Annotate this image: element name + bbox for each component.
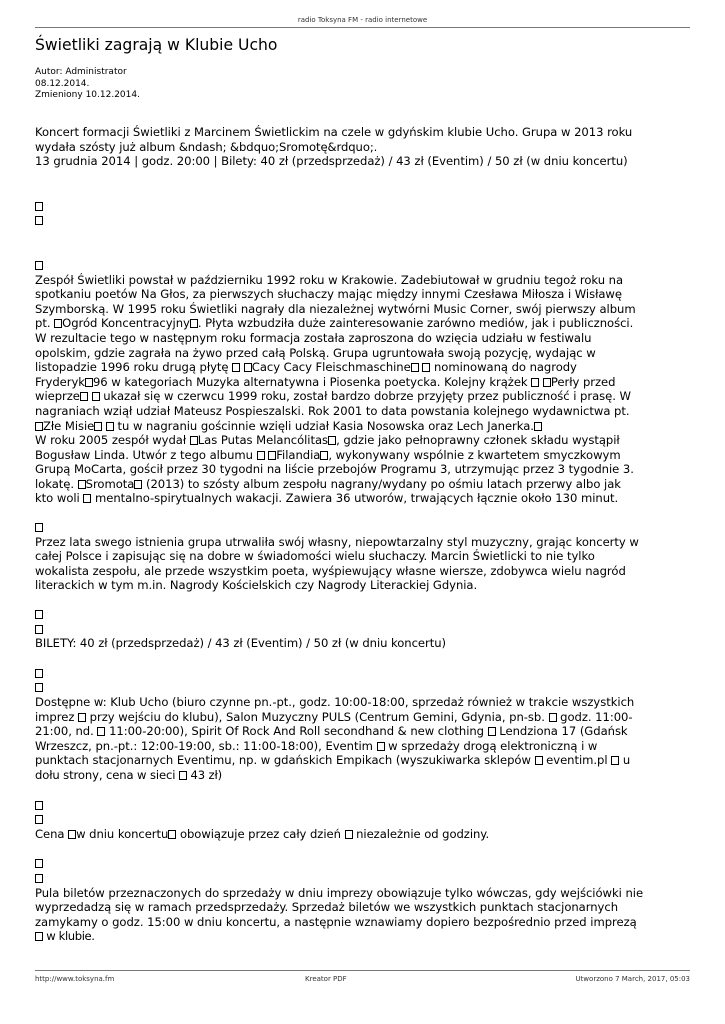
missing-glyph-icon: [179, 771, 187, 780]
text-line: opolskim, gdzie zagrała na żywo przed całą Polską. Grupa ugruntowała swoją pozycję, wydając w: [35, 345, 596, 360]
missing-glyph-icon: [531, 378, 539, 387]
text-line: Fryderyk 96 w kategoriach Muzyka alternatywna i Piosenka poetycka. Kolejny krążek Perły przed: [35, 374, 616, 389]
text-line: dołu strony, cena w sieci 43 zł): [35, 767, 223, 782]
missing-glyph-icon: [35, 622, 695, 637]
footer-created: Utworzono 7 March, 2017, 05:03: [575, 975, 690, 983]
missing-glyph-icon: [68, 830, 76, 839]
text-line: kto woli mentalno-spirytualnych wakacji. Zawiera 36 utworów, trwających łącznie około 130 minut.: [35, 491, 619, 506]
text-line: wyprzedadzą się w ramach przedsprzedaży. Sprzedaż biletów we wszystkich punktach stacjonarnych: [35, 900, 619, 915]
missing-glyph-icon: [35, 520, 695, 535]
missing-glyph-icon: [92, 392, 100, 401]
intro-paragraph: [35, 125, 695, 169]
missing-glyph-icon: [257, 451, 265, 460]
missing-glyph-icon: [97, 727, 105, 736]
missing-glyph-icon: [232, 363, 240, 372]
text-line: Bogusław Linda. Utwór z tego albumu Filandia , wykonywany wspólnie z kwartetem smyczkowym: [35, 447, 621, 462]
missing-glyph-icon: [85, 378, 93, 387]
missing-glyph-icon: [35, 812, 695, 827]
article-body: [35, 125, 695, 944]
missing-glyph-icon: [268, 451, 276, 460]
article-title: Świetliki zagrają w Klubie Ucho: [35, 36, 278, 54]
missing-glyph-icon: [534, 422, 542, 431]
missing-glyph-icon: [134, 480, 142, 489]
tickets-paragraph: [35, 636, 695, 651]
text-line: imprez przy wejściu do klubu), Salon Muzyczny PULS (Centrum Gemini, Gdynia, pn-sb. godz. 11:00-: [35, 709, 633, 724]
style-paragraph: [35, 535, 695, 593]
missing-glyph-icon: [190, 436, 198, 445]
missing-glyph-icon: [35, 680, 695, 695]
missing-glyph-icon: [488, 727, 496, 736]
text-line: Cena w dniu koncertu obowiązuje przez cały dzień niezależnie od godziny.: [35, 826, 490, 841]
text-line: punktach stacjonarnych Eventimu, np. w gdańskich Empikach (wyszukiwarka sklepów eventim.pl u: [35, 753, 631, 768]
text-line: listopadzie 1996 roku drugą płytę Cacy Cacy Fleischmaschine nominowaną do nagrody: [35, 360, 577, 375]
missing-glyph-icon: [168, 830, 176, 839]
text-line: Pula biletów przeznaczonych do sprzedaży w dniu imprezy obowiązuje tylko wówczas, gdy wejściówki nie: [35, 885, 644, 900]
missing-glyph-icon: [377, 742, 385, 751]
missing-glyph-icon: [35, 871, 695, 886]
missing-glyph-icon: [244, 363, 252, 372]
missing-glyph-icon: [80, 392, 88, 401]
missing-glyph-icon: [611, 756, 619, 765]
text-line: Szymborską. W 1995 roku Świetliki nagrały dla niezależnej wytwórni Music Corner, swój pierwszy album: [35, 301, 636, 316]
history-paragraph: [35, 273, 695, 507]
text-line: całej Polsce i zapisując się na dobre w świadomości wielu słuchaczy. Marcin Świetlicki to nie tylko: [35, 549, 595, 564]
text-line: W rezultacie tego w następnym roku formacja została zaproszona do wzięcia udziału w festiwalu: [35, 330, 592, 345]
text-line: 13 grudnia 2014 | godz. 20:00 | Bilety: 40 zł (przedsprzedaż) / 43 zł (Eventim) / 50 zł (w dniu koncertu): [35, 154, 628, 169]
text-line: wokalista zespołu, ale przede wszystkim poeta, wyśpiewujący własne wiersze, zdobywca wielu nagród: [35, 563, 626, 578]
missing-glyph-icon: [35, 422, 43, 431]
text-line: Wrzeszcz, pn.-pt.: 12:00-19:00, sb.: 11:00-18:00), Eventim w sprzedaży drogą elektroniczną i w: [35, 738, 598, 753]
missing-glyph-icon: [54, 319, 62, 328]
missing-glyph-icon: [535, 756, 543, 765]
missing-glyph-icon: [35, 607, 695, 622]
text-line: spotkaniu poetów Na Głos, za pierwszych słuchaczy mając między innymi Czesława Miłosza i Wisławę: [35, 287, 622, 302]
text-line: 21:00, nd. 11:00-20:00), Spirit Of Rock And Roll secondhand & new clothing Lendziona 17 (Gdańsk: [35, 724, 628, 739]
missing-glyph-icon: [422, 363, 430, 372]
publish-date: 08.12.2014.: [35, 78, 90, 89]
footer-generator: Kreator PDF: [305, 975, 347, 983]
missing-glyph-icon: [83, 494, 91, 503]
missing-glyph-icon: [35, 666, 695, 681]
missing-glyph-icon: [78, 713, 86, 722]
text-line: wieprze ukazał się w czerwcu 1999 roku, został bardzo dobrze przyjęty przez publiczność i prasę. W: [35, 389, 631, 404]
text-line: Grupą MoCarta, gościł przez 30 tygodni na liście przebojów Programu 3, utrzymując przez 3 tygodnie 3.: [35, 462, 634, 477]
availability-paragraph: [35, 695, 695, 783]
missing-glyph-icon: [543, 378, 551, 387]
missing-glyph-icon: [345, 830, 353, 839]
text-line: Koncert formacji Świetliki z Marcinem Świetlickim na czele w gdyńskim klubie Ucho. Grupa w 2013 roku: [35, 125, 633, 139]
text-line: BILETY: 40 zł (przedsprzedaż) / 43 zł (Eventim) / 50 zł (w dniu koncertu): [35, 636, 446, 651]
text-line: Zespół Świetliki powstał w październiku 1992 roku w Krakowie. Zadebiutował w grudniu tegoż roku na: [35, 272, 624, 287]
text-line: Dostępne w: Klub Ucho (biuro czynne pn.-pt., godz. 10:00-18:00, sprzedaż również w trakcie wszystkich: [35, 695, 635, 709]
price-note-paragraph: [35, 827, 695, 842]
text-line: pt. Ogród Koncentracyjny . Płyta wzbudziła duże zainteresowanie zarówno mediów, jak i publiczności.: [35, 316, 634, 331]
missing-glyph-icon: [35, 199, 695, 214]
missing-glyph-icon: [35, 932, 43, 941]
text-line: zamykamy o godz. 15:00 w dniu koncertu, a następnie wznawiamy dopiero bezpośrednio przed imprezą: [35, 914, 637, 929]
text-line: W roku 2005 zespół wydał Las Putas Melancólitas , gdzie jako pełnoprawny członek składu wystąpił: [35, 433, 620, 448]
missing-glyph-icon: [35, 856, 695, 871]
missing-glyph-icon: [549, 713, 557, 722]
modified-date: Zmieniony 10.12.2014.: [35, 90, 140, 100]
header-divider: [35, 27, 690, 28]
missing-glyph-icon: [94, 422, 102, 431]
missing-glyph-icon: [35, 213, 695, 228]
text-line: Przez lata swego istnienia grupa utrwaliła swój własny, niepowtarzalny styl muzyczny, grając koncerty w: [35, 534, 639, 549]
footer-url-link[interactable]: http://www.toksyna.fm: [35, 975, 115, 983]
text-line: Złe Misie tu w nagraniu gościnnie wzięli udział Kasia Nosowska oraz Lech Janerka.: [35, 419, 695, 434]
missing-glyph-icon: [106, 422, 114, 431]
missing-glyph-icon: [78, 480, 86, 489]
missing-glyph-icon: [411, 363, 419, 372]
missing-glyph-icon: [190, 319, 198, 328]
text-line: wydała szósty już album &ndash; &bdquo;Sromotę&rdquo;.: [35, 139, 378, 154]
page-header: radio Toksyna FM - radio internetowe: [297, 16, 428, 24]
page-footer: [35, 975, 690, 985]
author-line: Autor: Administrator: [35, 67, 127, 77]
footer-divider: [35, 970, 690, 971]
missing-glyph-icon: [35, 258, 695, 273]
text-line: w klubie.: [35, 929, 695, 944]
missing-glyph-icon: [320, 451, 328, 460]
text-line: lokatę. Sromota (2013) to szósty album zespołu nagrany/wydany po ośmiu latach przerwy albo jak: [35, 476, 621, 491]
missing-glyph-icon: [35, 798, 695, 813]
missing-glyph-icon: [328, 436, 336, 445]
article-meta: [35, 67, 140, 102]
text-line: nagraniach wziął udział Mateusz Pospieszalski. Rok 2001 to data powstania kolejnego wydawnictwa pt.: [35, 403, 630, 418]
text-line: literackich w tym m.in. Nagrody Kościelskich czy Nagrody Literackiej Gdynia.: [35, 578, 478, 593]
pool-note-paragraph: [35, 886, 695, 944]
